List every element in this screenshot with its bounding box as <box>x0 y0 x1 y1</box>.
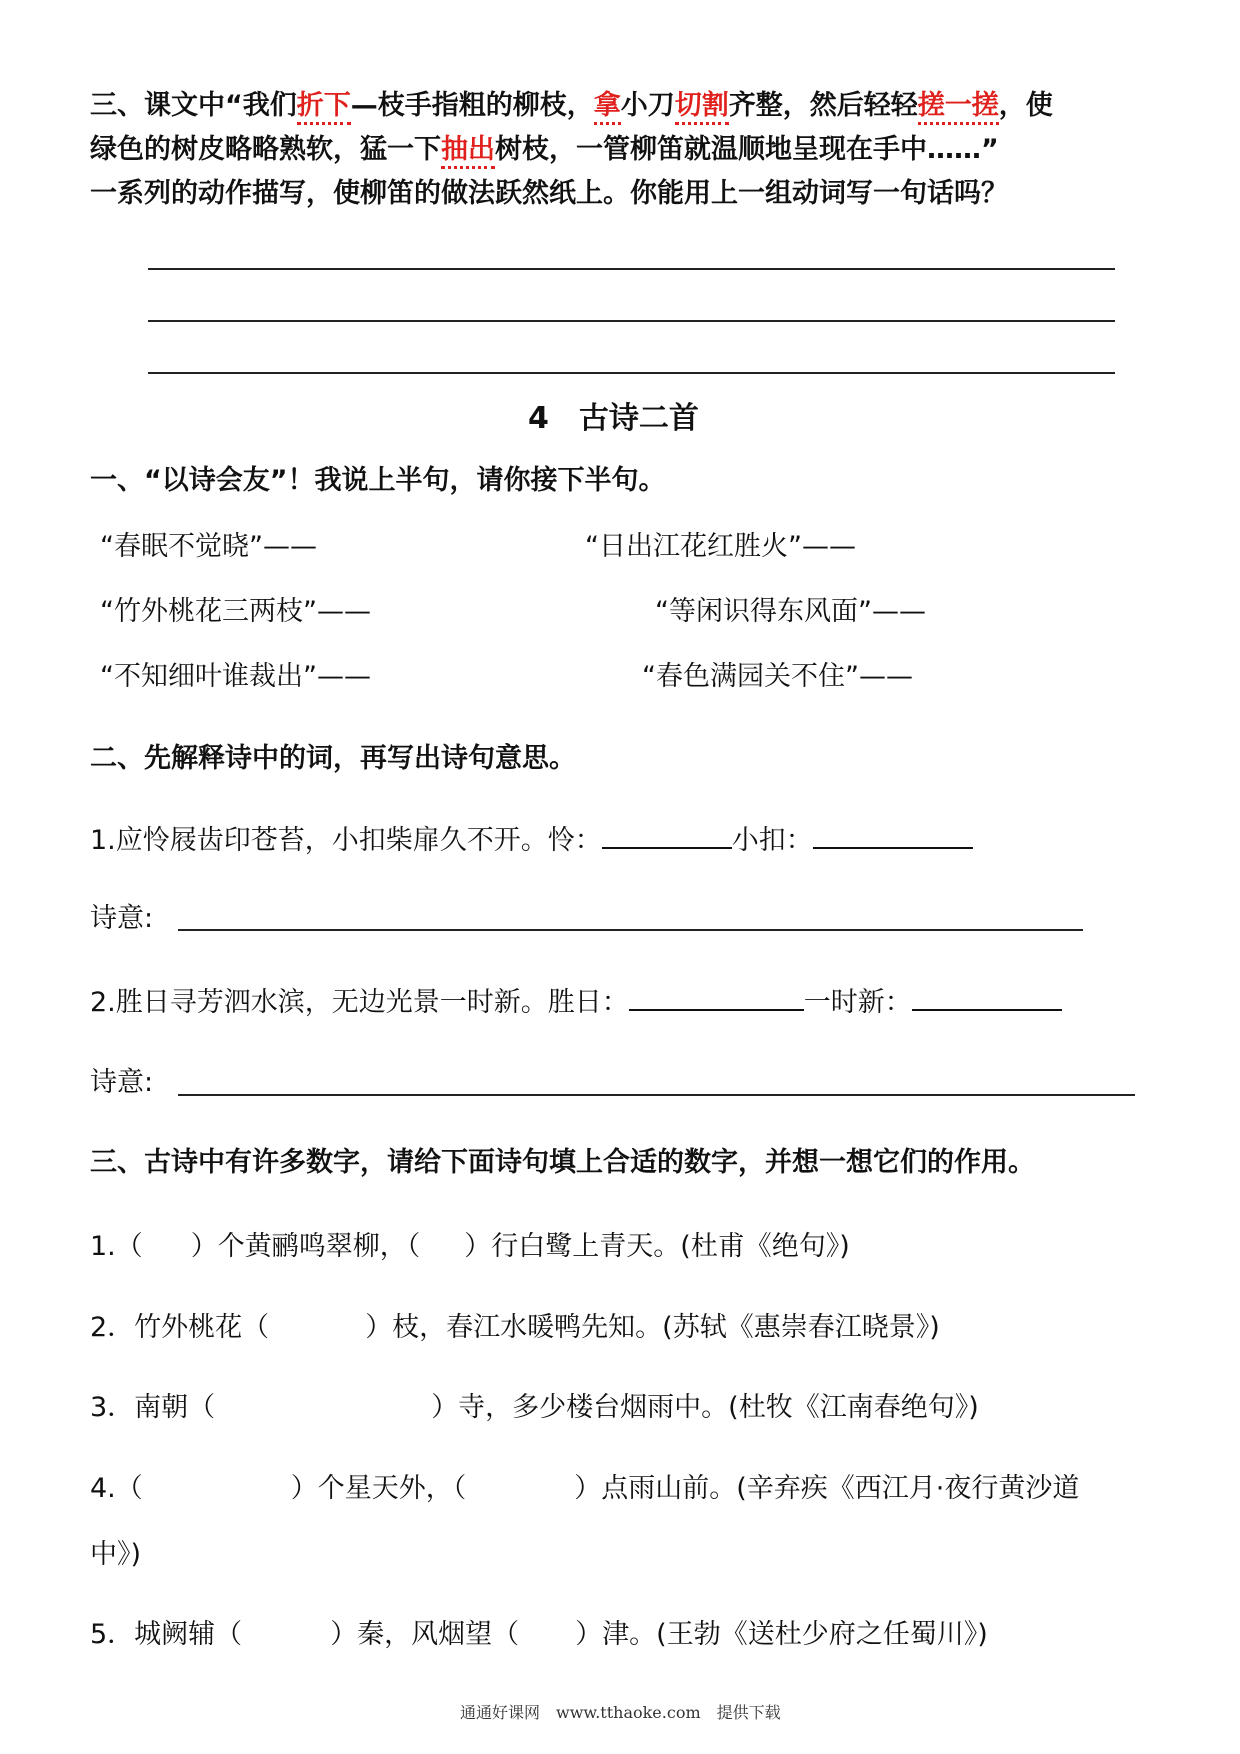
verb-highlight: 切割 <box>675 90 729 125</box>
poem-prompt: “春眠不觉晓”—— <box>100 531 317 562</box>
answer-line[interactable] <box>148 372 1115 374</box>
verb-highlight: 折下 <box>297 90 351 125</box>
number-fill-item <box>90 1224 850 1263</box>
text-segment: 3．南朝（ <box>90 1392 216 1423</box>
part1-heading: 一、“以诗会友”！我说上半句，请你接下半句。 <box>90 465 666 496</box>
text-segment: ，使 <box>998 90 1053 121</box>
q2-line <box>90 980 1062 1019</box>
number-fill-item <box>90 1466 1079 1505</box>
verb-highlight: 拿 <box>594 90 621 125</box>
lesson-title: 4 古诗二首 <box>528 401 699 436</box>
verb-highlight: 抽出 <box>441 134 495 169</box>
answer-blank[interactable] <box>912 983 1062 1011</box>
q1-text: 1.应怜屐齿印苍苔，小扣柴扉久不开。怜： <box>90 825 602 856</box>
text-segment: ）秦，风烟望（ <box>330 1619 520 1650</box>
text-segment: 1.（ <box>90 1231 143 1262</box>
number-fill-item-continued: 中》) <box>90 1539 142 1570</box>
text-segment: 树枝，一管柳笛就温顺地呈现在手中……” <box>495 134 999 165</box>
text-segment: ）枝，春江水暖鸭先知。(苏轼《惠崇春江晓景》) <box>365 1312 940 1343</box>
answer-line[interactable] <box>148 268 1115 270</box>
text-segment: ）个黄鹂鸣翠柳，（ <box>190 1231 421 1262</box>
poem-prompt: “等闲识得东风面”—— <box>655 596 926 627</box>
q2-text: 2.胜日寻芳泗水滨，无边光景一时新。胜日： <box>90 987 629 1018</box>
text-segment: ）寺，多少楼台烟雨中。(杜牧《江南春绝句》) <box>431 1392 979 1423</box>
task3-prompt-line2 <box>90 128 999 172</box>
text-segment: —枝手指粗的柳枝， <box>350 90 594 121</box>
answer-blank[interactable] <box>813 821 973 849</box>
text-segment: 绿色的树皮略略熟软，猛一下 <box>90 134 441 165</box>
poem-prompt: “日出江花红胜火”—— <box>585 531 856 562</box>
text-segment: 齐整，然后轻轻 <box>728 90 918 121</box>
footer-source: 通通好课网 www.tthaoke.com 提供下载 <box>460 1703 781 1722</box>
answer-blank[interactable] <box>602 821 732 849</box>
text-segment: ）个星天外，（ <box>290 1473 467 1504</box>
text-segment: 2．竹外桃花（ <box>90 1312 270 1343</box>
answer-line[interactable] <box>178 1094 1135 1096</box>
task3-prompt-line1 <box>90 84 1053 128</box>
meaning-label: 诗意: <box>90 1067 154 1098</box>
q1-line <box>90 818 973 857</box>
answer-blank[interactable] <box>629 983 804 1011</box>
text-segment: ）点雨山前。(辛弃疾《西江月·夜行黄沙道 <box>574 1473 1080 1504</box>
number-fill-item <box>90 1385 979 1424</box>
text-segment: 4.（ <box>90 1473 143 1504</box>
part2-heading: 二、先解释诗中的词，再写出诗句意思。 <box>90 743 576 774</box>
number-fill-item <box>90 1612 988 1651</box>
text-segment: 5．城阙辅（ <box>90 1619 243 1650</box>
poem-prompt: “竹外桃花三两枝”—— <box>100 596 371 627</box>
part3-heading: 三、古诗中有许多数字，请给下面诗句填上合适的数字，并想一想它们的作用。 <box>90 1147 1035 1178</box>
poem-prompt: “春色满园关不住”—— <box>642 661 913 692</box>
q2-label2: 一时新： <box>803 987 912 1018</box>
task3-prompt-line3: 一系列的动作描写，使柳笛的做法跃然纸上。你能用上一组动词写一句话吗？ <box>90 178 1008 209</box>
meaning-label: 诗意: <box>90 903 154 934</box>
text-segment: 小刀 <box>620 90 675 121</box>
text-segment: ）津。(王勃《送杜少府之任蜀川》) <box>575 1619 988 1650</box>
text-segment: ）行白鹭上青天。(杜甫《绝句》) <box>464 1231 850 1262</box>
answer-line[interactable] <box>178 929 1083 931</box>
poem-prompt: “不知细叶谁裁出”—— <box>100 661 371 692</box>
q1-label2: 小扣： <box>731 825 813 856</box>
answer-line[interactable] <box>148 320 1115 322</box>
text-segment: 三、课文中“我们 <box>90 90 297 121</box>
verb-highlight: 搓一搓 <box>918 90 999 125</box>
number-fill-item <box>90 1305 940 1344</box>
